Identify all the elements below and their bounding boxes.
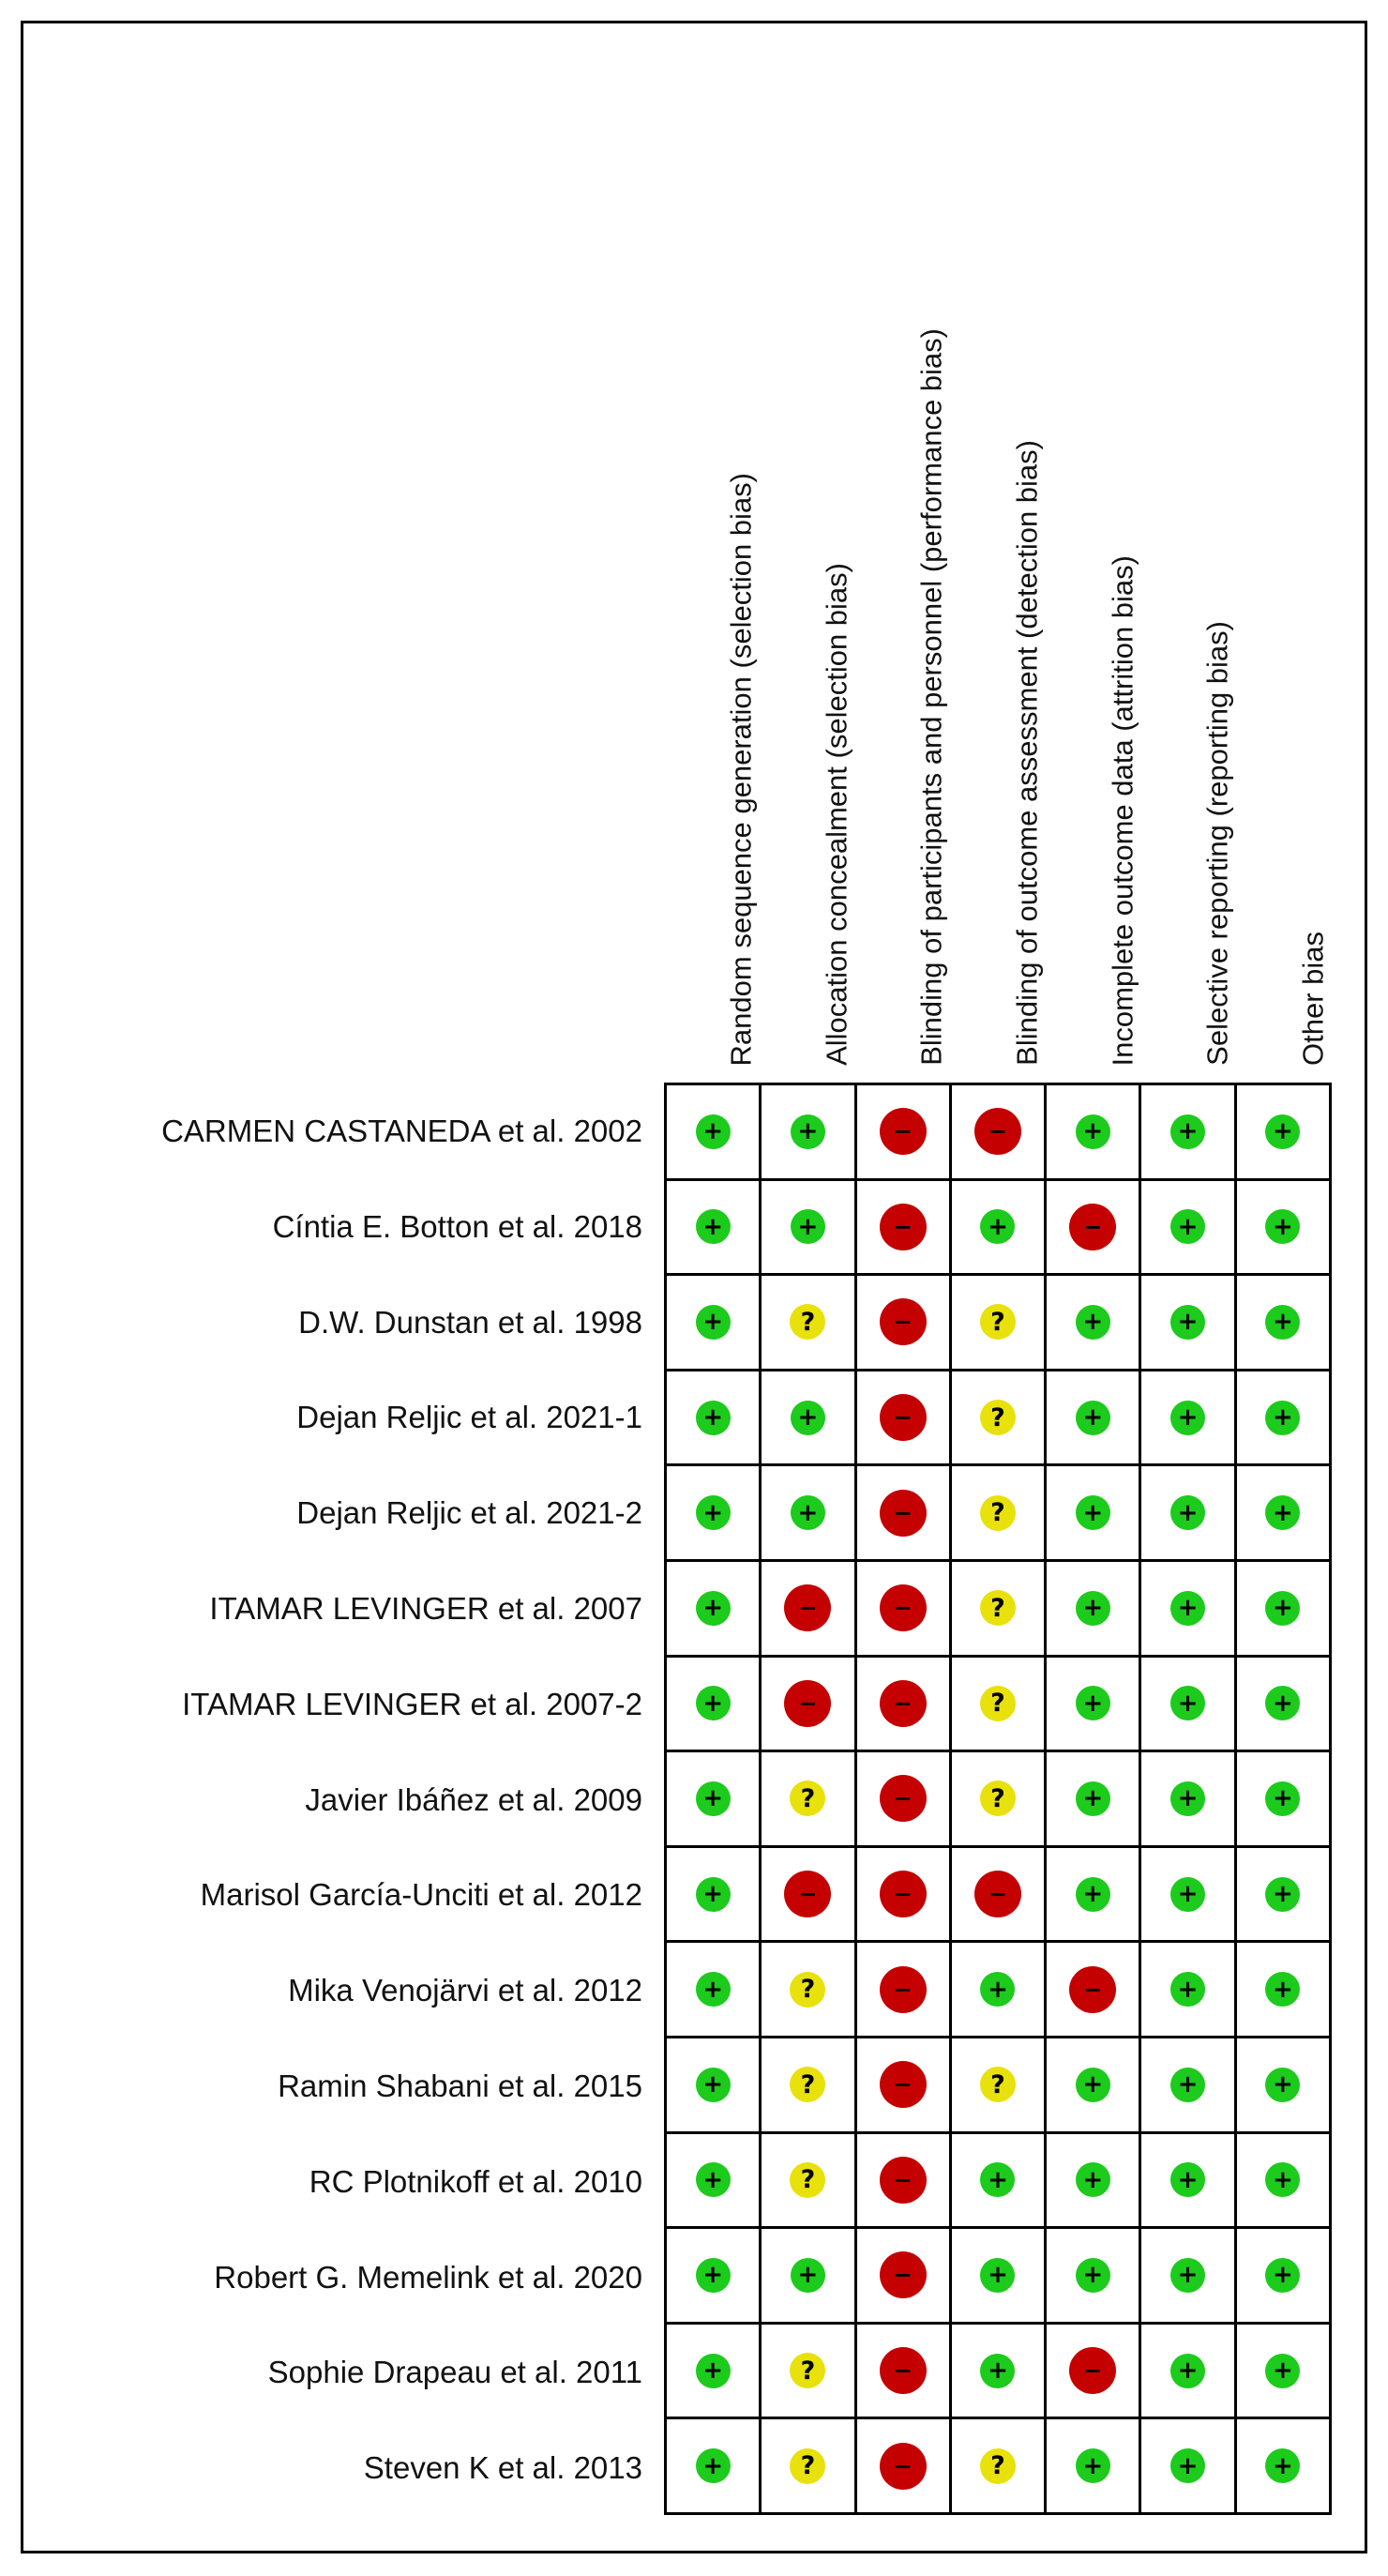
rating-cell [1046,2037,1140,2132]
rating-cell [761,1656,855,1751]
rating-cell [950,2418,1045,2514]
study-label: Robert G. Memelink et al. 2020 [214,2259,642,2295]
column-header [1236,34,1332,1066]
rating-cell [1046,1560,1140,1656]
high-risk-icon: − [880,1298,927,1345]
high-risk-icon: − [880,1584,927,1631]
high-risk-icon: − [880,2061,927,2108]
rating-cell [950,2037,1045,2132]
rating-cell [855,1275,950,1371]
unclear-risk-icon: ? [980,1590,1016,1626]
rating-cell [1046,2323,1140,2418]
rating-cell [666,1846,761,1942]
unclear-risk-icon: ? [980,1495,1016,1531]
low-risk-icon: + [1076,1591,1110,1626]
rating-cell [666,2228,761,2324]
rating-cell [950,1275,1045,1371]
rating-cell [666,1751,761,1847]
low-risk-icon: + [1265,1209,1300,1244]
rating-cell [950,2132,1045,2228]
rating-cell [1140,1465,1235,1561]
rating-cell [1235,1751,1330,1847]
column-header-label: Selective reporting (reporting bias) [1200,621,1234,1066]
low-risk-icon: + [1170,1686,1205,1720]
low-risk-icon: + [980,2354,1015,2388]
rating-cell [950,1084,1045,1180]
rating-cell [855,1846,950,1942]
column-header [854,34,950,1066]
rating-cell [761,2037,855,2132]
rating-cell [950,2228,1045,2324]
low-risk-icon: + [980,2162,1015,2197]
low-risk-icon: + [791,1401,825,1435]
rating-cell [761,1179,855,1275]
rating-cell [761,2132,855,2228]
low-risk-icon: + [1076,2162,1110,2197]
study-label: Sophie Drapeau et al. 2011 [267,2355,642,2390]
rating-cell [1235,1942,1330,2038]
table-row [666,1084,1331,1180]
column-header-label: Blinding of outcome assessment (detection bias) [1010,440,1044,1066]
low-risk-icon: + [696,1591,731,1626]
rating-cell [666,2132,761,2228]
low-risk-icon: + [696,2258,731,2293]
rating-cell [1046,1656,1140,1751]
table-row [666,2418,1331,2514]
rating-cell [1235,1084,1330,1180]
rating-cell [1140,1370,1235,1465]
high-risk-icon: − [974,1108,1021,1155]
high-risk-icon: − [880,2157,927,2204]
low-risk-icon: + [1265,2354,1300,2388]
rating-cell [1140,1084,1235,1180]
high-risk-icon: − [880,1490,927,1537]
table-row [666,1465,1331,1561]
rating-cell [1046,1751,1140,1847]
rating-cell [666,1560,761,1656]
high-risk-icon: − [784,1871,831,1917]
rating-cell [855,1656,950,1751]
low-risk-icon: + [1076,2258,1110,2293]
column-header-label: Random sequence generation (selection bias) [724,472,758,1066]
low-risk-icon: + [1170,1209,1205,1244]
low-risk-icon: + [1076,1401,1110,1435]
rating-cell [1235,2037,1330,2132]
low-risk-icon: + [1265,1781,1300,1816]
rating-cell [1235,1370,1330,1465]
low-risk-icon: + [696,2162,731,2197]
low-risk-icon: + [1170,1305,1205,1340]
column-header [1141,34,1237,1066]
table-row [666,2037,1331,2132]
high-risk-icon: − [880,1204,927,1250]
column-header [950,34,1046,1066]
rating-cell [1235,1179,1330,1275]
table-row [666,1275,1331,1371]
low-risk-icon: + [1265,1401,1300,1435]
high-risk-icon: − [880,1871,927,1917]
rating-cell [666,1179,761,1275]
high-risk-icon: − [880,1680,927,1727]
low-risk-icon: + [696,1401,731,1435]
rating-cell [1235,1656,1330,1751]
rating-cell [1140,1275,1235,1371]
low-risk-icon: + [1265,1972,1300,2007]
column-header-label: Blinding of participants and personnel (performance bias) [914,328,948,1066]
rating-cell [855,1560,950,1656]
column-header [1046,34,1141,1066]
high-risk-icon: − [1069,1966,1116,2013]
table-row [666,1560,1331,1656]
low-risk-icon: + [1076,1781,1110,1816]
rating-cell [666,1465,761,1561]
table-row [666,1846,1331,1942]
rating-cell [761,2228,855,2324]
rating-cell [950,1179,1045,1275]
high-risk-icon: − [880,1108,927,1155]
rating-cell [761,1942,855,2038]
low-risk-icon: + [1170,1114,1205,1149]
rating-cell [1046,2132,1140,2228]
low-risk-icon: + [696,1781,731,1816]
low-risk-icon: + [791,2258,825,2293]
study-label: Mika Venojärvi et al. 2012 [288,1973,642,2008]
rating-cell [1235,1275,1330,1371]
rating-cell [761,2323,855,2418]
table-row [666,1751,1331,1847]
rating-cell [855,1942,950,2038]
rating-cell [950,1560,1045,1656]
low-risk-icon: + [1170,1495,1205,1530]
low-risk-icon: + [791,1495,825,1530]
rating-cell [1140,1846,1235,1942]
rating-cell [1140,1751,1235,1847]
low-risk-icon: + [696,2068,731,2102]
unclear-risk-icon: ? [980,1400,1016,1435]
low-risk-icon: + [791,1114,825,1149]
unclear-risk-icon: ? [790,1304,825,1340]
study-label: ITAMAR LEVINGER et al. 2007 [209,1590,642,1626]
rating-cell [666,1942,761,2038]
high-risk-icon: − [880,2251,927,2298]
rating-cell [1140,2037,1235,2132]
rating-cell [761,1370,855,1465]
rating-cell [855,1465,950,1561]
study-label: Ramin Shabani et al. 2015 [278,2068,642,2103]
rating-cell [1046,2418,1140,2514]
low-risk-icon: + [1265,1114,1300,1149]
low-risk-icon: + [1170,2068,1205,2102]
column-header [760,34,855,1066]
rating-cell [1235,2132,1330,2228]
rating-cell [1140,1179,1235,1275]
high-risk-icon: − [1069,1204,1116,1250]
low-risk-icon: + [1170,1972,1205,2007]
low-risk-icon: + [696,1209,731,1244]
high-risk-icon: − [880,1775,927,1822]
study-label: CARMEN CASTANEDA et al. 2002 [161,1113,642,1148]
study-label: ITAMAR LEVINGER et al. 2007-2 [182,1686,642,1721]
rating-cell [1140,2323,1235,2418]
high-risk-icon: − [784,1584,831,1631]
unclear-risk-icon: ? [980,1780,1016,1816]
low-risk-icon: + [1265,1686,1300,1720]
low-risk-icon: + [1265,1495,1300,1530]
low-risk-icon: + [1170,2448,1205,2483]
study-label: Javier Ibáñez et al. 2009 [305,1781,642,1817]
rating-cell [666,1370,761,1465]
rating-cell [855,2323,950,2418]
rating-cell [855,1084,950,1180]
low-risk-icon: + [791,1209,825,1244]
rating-cell [855,1179,950,1275]
low-risk-icon: + [696,1114,731,1149]
rating-cell [1140,1942,1235,2038]
rating-cell [761,1560,855,1656]
rating-cell [666,1275,761,1371]
column-header-label: Allocation concealment (selection bias) [820,563,853,1066]
low-risk-icon: + [1076,1495,1110,1530]
rating-cell [855,1370,950,1465]
rating-cell [1046,1275,1140,1371]
table-row [666,2132,1331,2228]
column-header [664,34,760,1066]
rating-cell [855,2418,950,2514]
rating-cell [1046,1179,1140,1275]
table-row [666,1942,1331,2038]
low-risk-icon: + [696,1877,731,1912]
low-risk-icon: + [980,1972,1015,2007]
low-risk-icon: + [1170,2162,1205,2197]
rating-cell [1046,1846,1140,1942]
study-label: Cíntia E. Botton et al. 2018 [272,1208,642,1244]
low-risk-icon: + [1076,1114,1110,1149]
rating-cell [1046,1084,1140,1180]
rating-cell [666,1656,761,1751]
low-risk-icon: + [1076,2068,1110,2102]
rating-cell [1046,1942,1140,2038]
rating-cell [666,2418,761,2514]
high-risk-icon: − [880,2443,927,2490]
rating-cell [1140,2228,1235,2324]
low-risk-icon: + [980,1209,1015,1244]
low-risk-icon: + [980,2258,1015,2293]
column-header-label: Other bias [1296,931,1330,1066]
risk-of-bias-grid [664,1083,1332,2515]
low-risk-icon: + [696,2448,731,2483]
study-label: RC Plotnikoff et al. 2010 [309,2163,642,2199]
high-risk-icon: − [974,1871,1021,1917]
rating-cell [1235,2323,1330,2418]
rating-cell [1235,1465,1330,1561]
unclear-risk-icon: ? [790,2448,825,2484]
low-risk-icon: + [1265,1591,1300,1626]
high-risk-icon: − [880,1394,927,1441]
low-risk-icon: + [1265,2162,1300,2197]
rating-cell [950,2323,1045,2418]
rating-cell [1235,2228,1330,2324]
rating-cell [666,2037,761,2132]
study-label: Dejan Reljic et al. 2021-2 [296,1495,642,1531]
low-risk-icon: + [696,1305,731,1340]
rating-cell [1046,1370,1140,1465]
low-risk-icon: + [1076,2448,1110,2483]
rating-cell [1046,2228,1140,2324]
unclear-risk-icon: ? [790,2353,825,2388]
high-risk-icon: − [880,2347,927,2394]
low-risk-icon: + [696,2354,731,2388]
low-risk-icon: + [1170,2258,1205,2293]
rating-cell [761,1275,855,1371]
study-label: Steven K et al. 2013 [363,2450,642,2486]
unclear-risk-icon: ? [980,1304,1016,1340]
rating-cell [950,1656,1045,1751]
low-risk-icon: + [1170,1877,1205,1912]
low-risk-icon: + [696,1495,731,1530]
rating-cell [1046,1465,1140,1561]
low-risk-icon: + [1170,1591,1205,1626]
rating-cell [1235,1846,1330,1942]
rating-cell [950,1370,1045,1465]
rating-cell [666,2323,761,2418]
unclear-risk-icon: ? [980,2448,1016,2484]
table-row [666,1656,1331,1751]
table-row [666,2323,1331,2418]
low-risk-icon: + [1265,2448,1300,2483]
rating-cell [855,2132,950,2228]
column-header-label: Incomplete outcome data (attrition bias) [1106,554,1139,1066]
rating-cell [855,2037,950,2132]
unclear-risk-icon: ? [790,1972,825,2008]
low-risk-icon: + [1265,1305,1300,1340]
low-risk-icon: + [1076,1305,1110,1340]
rating-cell [761,2418,855,2514]
low-risk-icon: + [1265,2068,1300,2102]
rating-cell [1235,1560,1330,1656]
unclear-risk-icon: ? [980,2067,1016,2102]
rating-cell [1235,2418,1330,2514]
rating-cell [761,1084,855,1180]
high-risk-icon: − [880,1966,927,2013]
rating-cell [1140,1656,1235,1751]
rating-cell [1140,2132,1235,2228]
rating-cell [950,1942,1045,2038]
rating-cell [761,1465,855,1561]
rating-cell [950,1846,1045,1942]
low-risk-icon: + [1170,1781,1205,1816]
unclear-risk-icon: ? [790,2162,825,2198]
low-risk-icon: + [1076,1877,1110,1912]
study-label: Dejan Reljic et al. 2021-1 [296,1400,642,1435]
rating-cell [761,1751,855,1847]
low-risk-icon: + [696,1972,731,2007]
high-risk-icon: − [1069,2347,1116,2394]
rating-cell [855,1751,950,1847]
unclear-risk-icon: ? [790,1780,825,1816]
high-risk-icon: − [784,1680,831,1727]
table-row [666,1179,1331,1275]
low-risk-icon: + [1076,1686,1110,1720]
rating-cell [950,1465,1045,1561]
table-row [666,2228,1331,2324]
low-risk-icon: + [1265,2258,1300,2293]
low-risk-icon: + [1265,1877,1300,1912]
low-risk-icon: + [696,1686,731,1720]
rating-cell [1140,2418,1235,2514]
low-risk-icon: + [1170,2354,1205,2388]
low-risk-icon: + [1170,1401,1205,1435]
table-row [666,1370,1331,1465]
rating-cell [1140,1560,1235,1656]
rating-cell [950,1751,1045,1847]
unclear-risk-icon: ? [980,1686,1016,1721]
study-label: D.W. Dunstan et al. 1998 [298,1304,642,1340]
rating-cell [761,1846,855,1942]
rating-cell [666,1084,761,1180]
unclear-risk-icon: ? [790,2067,825,2102]
rating-cell [855,2228,950,2324]
study-label: Marisol García-Unciti et al. 2012 [200,1877,642,1913]
